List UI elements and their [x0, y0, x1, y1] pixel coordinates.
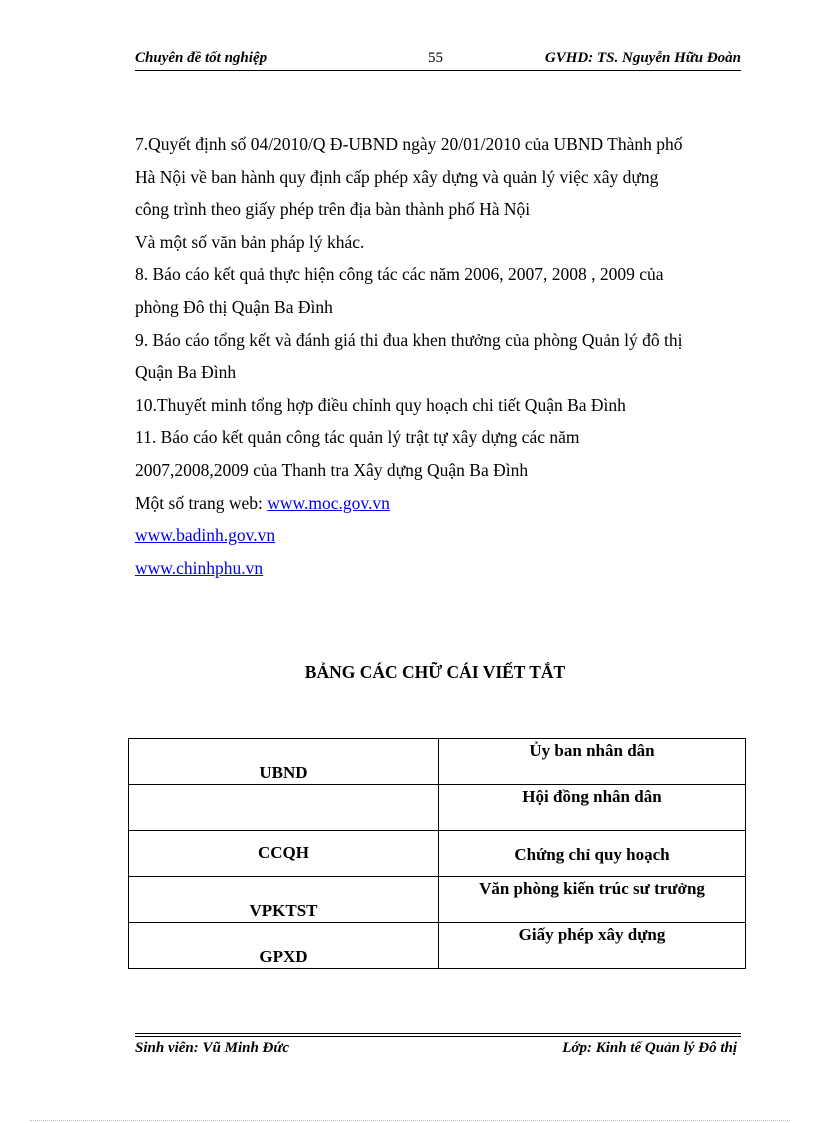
abbreviation-cell — [129, 785, 439, 831]
header-supervisor: GVHD: TS. Nguyễn Hữu Đoàn — [544, 50, 741, 66]
meaning-cell: Ủy ban nhân dân — [439, 739, 746, 785]
abbreviation-cell: GPXD — [129, 923, 439, 969]
meaning-cell: Giấy phép xây dựng — [439, 923, 746, 969]
websites-line — [135, 519, 747, 552]
reference-line: 10.Thuyết minh tổng hợp điều chỉnh quy hoạch chi tiết Quận Ba Đình — [135, 394, 626, 415]
abbreviation-table — [128, 738, 746, 969]
abbreviation-cell: UBND — [129, 739, 439, 785]
footer-divider — [135, 1033, 741, 1034]
websites-intro: Một số trang web: — [135, 492, 268, 513]
footer-class: Lớp: Kinh tế Quản lý Đô thị — [562, 1040, 737, 1056]
header-divider — [135, 70, 741, 71]
table-row — [129, 739, 746, 785]
meaning-cell: Văn phòng kiến trúc sư trưởng — [439, 877, 746, 923]
websites-line — [135, 487, 747, 520]
table-row — [129, 831, 746, 877]
websites-line — [135, 552, 747, 585]
reference-line: 8. Báo cáo kết quả thực hiện công tác các năm 2006, 2007, 2008 , 2009 của — [135, 264, 664, 285]
link-badinh[interactable]: www.badinh.gov.vn — [135, 525, 276, 546]
footer-divider — [135, 1036, 741, 1037]
reference-line: công trình theo giấy phép trên địa bàn thành phố Hà Nội — [135, 199, 531, 220]
table-row — [129, 785, 746, 831]
reference-line: phòng Đô thị Quận Ba Đình — [135, 296, 333, 317]
table-title: BẢNG CÁC CHỮ CÁI VIẾT TẮT — [304, 662, 566, 682]
link-moc[interactable]: www.moc.gov.vn — [267, 492, 390, 513]
reference-line: Và một số văn bản pháp lý khác. — [135, 231, 365, 252]
reference-line: Quận Ba Đình — [135, 362, 237, 383]
reference-line: 11. Báo cáo kết quản công tác quản lý trật tự xây dựng các năm — [135, 427, 580, 448]
header-document-title: Chuyên đề tốt nghiệp — [135, 50, 268, 66]
link-chinhphu[interactable]: www.chinhphu.vn — [135, 557, 264, 578]
reference-line: 9. Báo cáo tổng kết và đánh giá thi đua khen thưởng của phòng Quản lý đô thị — [135, 329, 683, 350]
table-row — [129, 877, 746, 923]
abbreviation-cell: VPKTST — [129, 877, 439, 923]
table-row — [129, 923, 746, 969]
footer-student: Sinh viên: Vũ Minh Đức — [135, 1040, 290, 1056]
meaning-cell: Chứng chỉ quy hoạch — [439, 831, 746, 877]
abbreviation-cell: CCQH — [129, 831, 439, 877]
page-number: 55 — [428, 50, 443, 66]
page-header — [135, 47, 741, 69]
meaning-cell: Hội đồng nhân dân — [439, 785, 746, 831]
page-bottom-border — [30, 1120, 790, 1121]
reference-line: 2007,2008,2009 của Thanh tra Xây dựng Quận Ba Đình — [135, 459, 529, 480]
reference-line: 7.Quyết định số 04/2010/Q Đ-UBND ngày 20/01/2010 của UBND Thành phố — [135, 134, 683, 154]
reference-list — [135, 128, 747, 584]
reference-line: Hà Nội về ban hành quy định cấp phép xây dựng và quản lý việc xây dựng — [135, 166, 659, 187]
